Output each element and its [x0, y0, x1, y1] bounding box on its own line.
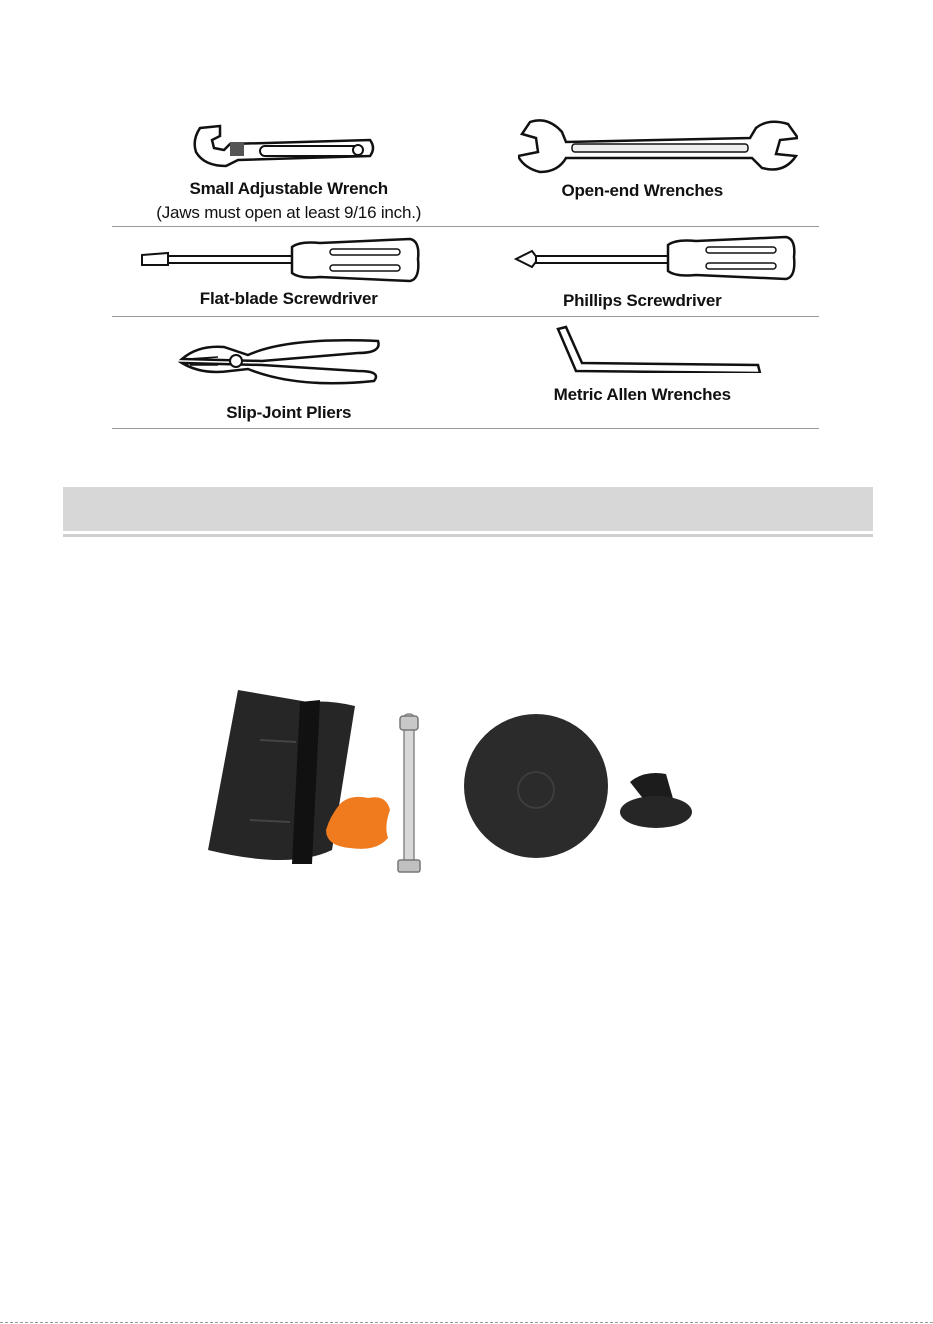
tool-name: Phillips Screwdriver [562, 291, 722, 310]
tools-table [112, 100, 819, 429]
bolt-part [398, 714, 420, 872]
tool-phillips-screwdriver [466, 227, 820, 316]
pliers-icon [178, 331, 380, 395]
tool-name: Slip-Joint Pliers [226, 403, 352, 422]
flat-screwdriver-icon [140, 237, 420, 283]
round-pad-part [464, 714, 608, 858]
open-end-wrench-icon [518, 116, 798, 176]
tool-name: Flat-blade Screwdriver [199, 289, 378, 308]
hardware-parts-photo [200, 680, 700, 890]
tool-open-end-wrenches [466, 100, 820, 226]
small-foot-part [620, 773, 692, 828]
tool-flat-screwdriver [112, 227, 466, 316]
phillips-screwdriver-icon [514, 235, 796, 281]
allen-wrench-icon [552, 325, 762, 373]
section-divider [63, 534, 873, 537]
tool-slip-joint-pliers [112, 317, 466, 428]
tool-metric-allen-wrenches [466, 317, 820, 428]
section-header-bar [63, 487, 873, 531]
tool-name: Open-end Wrenches [561, 181, 724, 200]
tools-row-3 [112, 317, 819, 429]
adjustable-wrench-icon [190, 122, 376, 170]
tool-name: Metric Allen Wrenches [553, 385, 731, 404]
tool-adjustable-wrench [112, 100, 466, 226]
tools-row-1 [112, 100, 819, 227]
tools-row-2 [112, 227, 819, 317]
tool-note: (Jaws must open at least 9/16 inch.) [156, 203, 422, 222]
tool-name: Small Adjustable Wrench [189, 179, 388, 198]
